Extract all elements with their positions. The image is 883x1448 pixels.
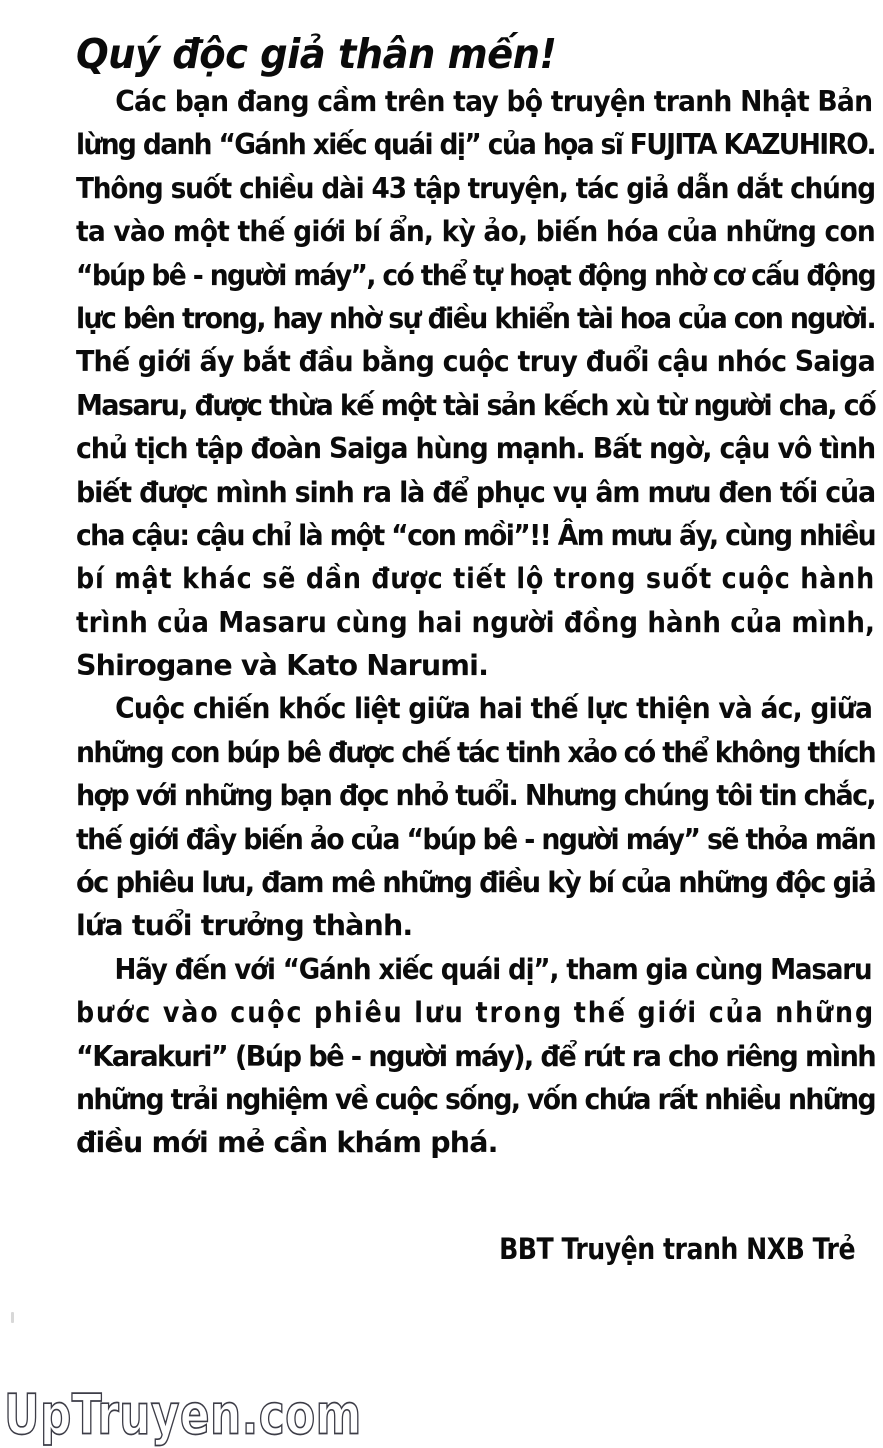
paragraph-line: cha cậu: cậu chỉ là một “con mồi”!! Âm mưu ấy, cùng nhiều bbox=[76, 518, 875, 552]
paragraph-line: lừng danh “Gánh xiếc quái dị” của họa sĩ FUJITA KAZUHIRO. bbox=[76, 128, 875, 162]
scan-artifact-speck bbox=[11, 1312, 14, 1323]
paragraph-line: những con búp bê được chế tác tinh xảo có thể không thích bbox=[76, 735, 875, 769]
paragraph-line: bước vào cuộc phiêu lưu trong thế giới của những bbox=[76, 996, 875, 1030]
paragraph-line: Các bạn đang cầm trên tay bộ truyện tranh Nhật Bản bbox=[115, 85, 873, 118]
paragraph-line: trình của Masaru cùng hai người đồng hành của mình, bbox=[76, 605, 875, 639]
paragraph-line: Cuộc chiến khốc liệt giữa hai thế lực thiện và ác, giữa bbox=[115, 692, 873, 726]
paragraph-2 bbox=[76, 340, 876, 687]
paragraph-line: Hãy đến với “Gánh xiếc quái dị”, tham gia cùng Masaru bbox=[114, 952, 872, 986]
paragraph-line: Thông suốt chiều dài 43 tập truyện, tác giả dẫn dắt chúng bbox=[76, 171, 875, 205]
paragraph-3 bbox=[76, 687, 876, 947]
paragraph-line: những trải nghiệm về cuộc sống, vốn chứa rất nhiều những bbox=[76, 1082, 875, 1116]
paragraph-line: óc phiêu lưu, đam mê những điều kỳ bí của những độc giả bbox=[76, 866, 875, 900]
paragraph-line: lứa tuổi trưởng thành. bbox=[76, 909, 413, 943]
site-watermark: UpTruyen.com bbox=[4, 1381, 362, 1447]
paragraph-line: Masaru, được thừa kế một tài sản kếch xù từ người cha, cố bbox=[76, 388, 875, 422]
paragraph-line: biết được mình sinh ra là để phục vụ âm mưu đen tối của bbox=[76, 475, 875, 509]
paragraph-line: chủ tịch tập đoàn Saiga hùng mạnh. Bất ngờ, cậu vô tình bbox=[76, 432, 875, 466]
paragraph-line: Thế giới ấy bắt đầu bằng cuộc truy đuổi cậu nhóc Saiga bbox=[76, 345, 875, 379]
letter-signature: BBT Truyện tranh NXB Trẻ bbox=[499, 1232, 855, 1266]
paragraph-line: “Karakuri” (Búp bê - người máy), để rút ra cho riêng mình bbox=[76, 1039, 875, 1073]
paragraph-line: thế giới đầy biến ảo của “búp bê - người máy” sẽ thỏa mãn bbox=[76, 822, 875, 856]
paragraph-1 bbox=[76, 80, 876, 340]
paragraph-line: điều mới mẻ cần khám phá. bbox=[76, 1126, 498, 1160]
paragraph-line: bí mật khác sẽ dần được tiết lộ trong suốt cuộc hành bbox=[76, 562, 875, 596]
paragraph-line: “búp bê - người máy”, có thể tự hoạt động nhờ cơ cấu động bbox=[76, 258, 875, 292]
paragraph-4 bbox=[76, 948, 876, 1165]
paragraph-line: hợp với những bạn đọc nhỏ tuổi. Nhưng chúng tôi tin chắc, bbox=[76, 779, 875, 813]
page-title: Quý độc giả thân mến! bbox=[76, 30, 557, 79]
paragraph-line: ta vào một thế giới bí ẩn, kỳ ảo, biến hóa của những con bbox=[76, 215, 875, 249]
paragraph-line: lực bên trong, hay nhờ sự điều khiển tài hoa của con người. bbox=[76, 301, 875, 335]
letter-body bbox=[76, 80, 876, 1165]
paragraph-line: Shirogane và Kato Narumi. bbox=[76, 649, 489, 683]
